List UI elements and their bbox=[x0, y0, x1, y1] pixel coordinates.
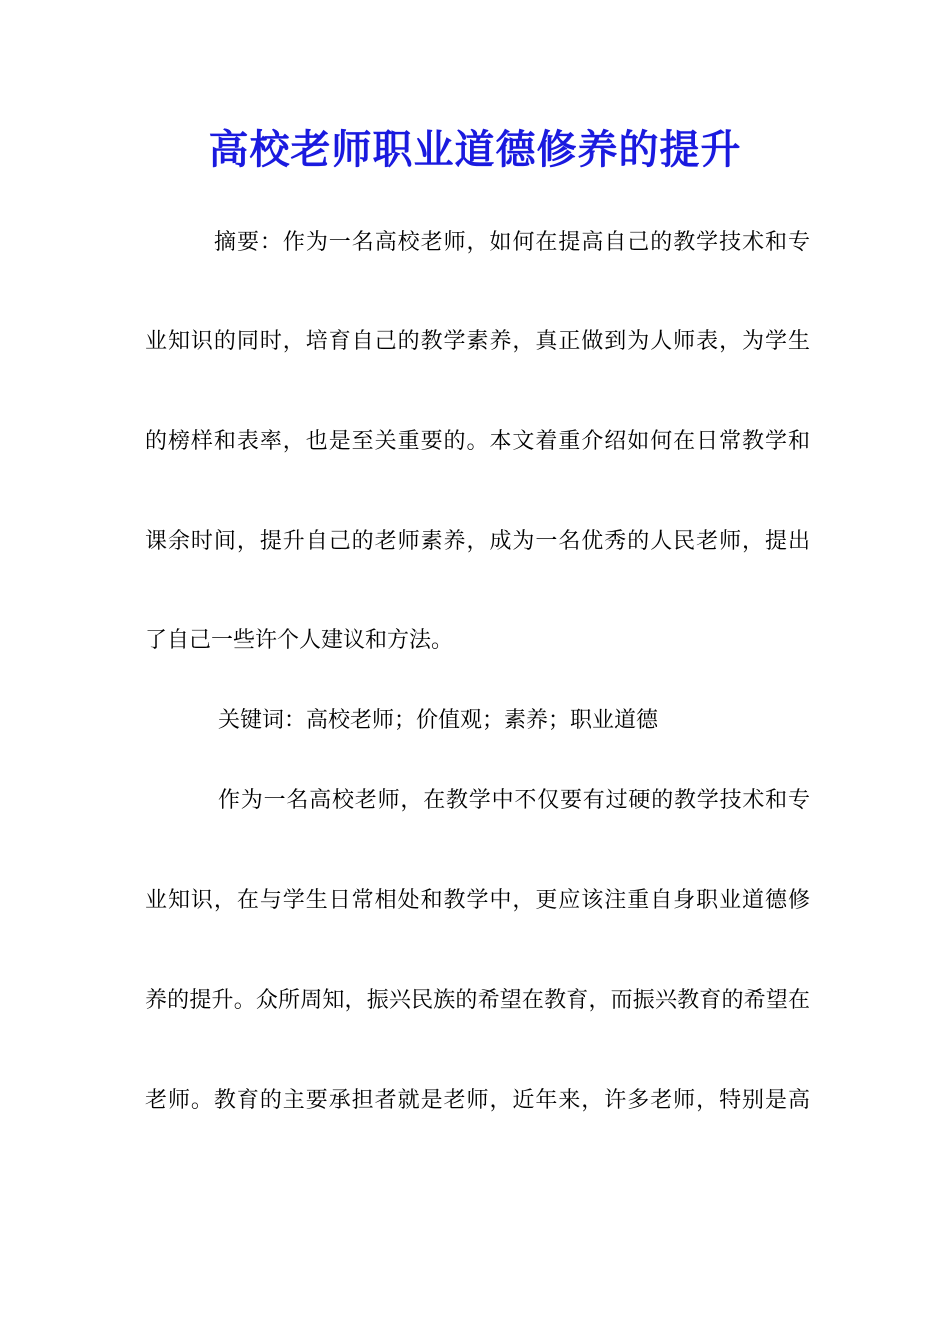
abstract-line: 业知识的同时，培育自己的教学素养，真正做到为人师表，为学生 bbox=[145, 329, 810, 354]
document-title: 高校老师职业道德修养的提升 bbox=[208, 126, 742, 173]
abstract-line: 课余时间，提升自己的老师素养，成为一名优秀的人民老师，提出 bbox=[145, 529, 810, 554]
abstract-line: 摘要：作为一名高校老师，如何在提高自己的教学技术和专 bbox=[214, 230, 810, 255]
body-line: 业知识，在与学生日常相处和教学中，更应该注重自身职业道德修 bbox=[145, 888, 810, 913]
body-line: 作为一名高校老师，在教学中不仅要有过硬的教学技术和专 bbox=[218, 788, 810, 813]
abstract-line: 了自己一些许个人建议和方法。 bbox=[145, 628, 454, 653]
keywords-line: 关键词：高校老师；价值观；素养；职业道德 bbox=[218, 708, 659, 733]
body-line: 老师。教育的主要承担者就是老师，近年来，许多老师，特别是高 bbox=[145, 1088, 810, 1113]
abstract-line: 的榜样和表率，也是至关重要的。本文着重介绍如何在日常教学和 bbox=[145, 429, 810, 454]
body-line: 养的提升。众所周知，振兴民族的希望在教育，而振兴教育的希望在 bbox=[145, 988, 810, 1013]
